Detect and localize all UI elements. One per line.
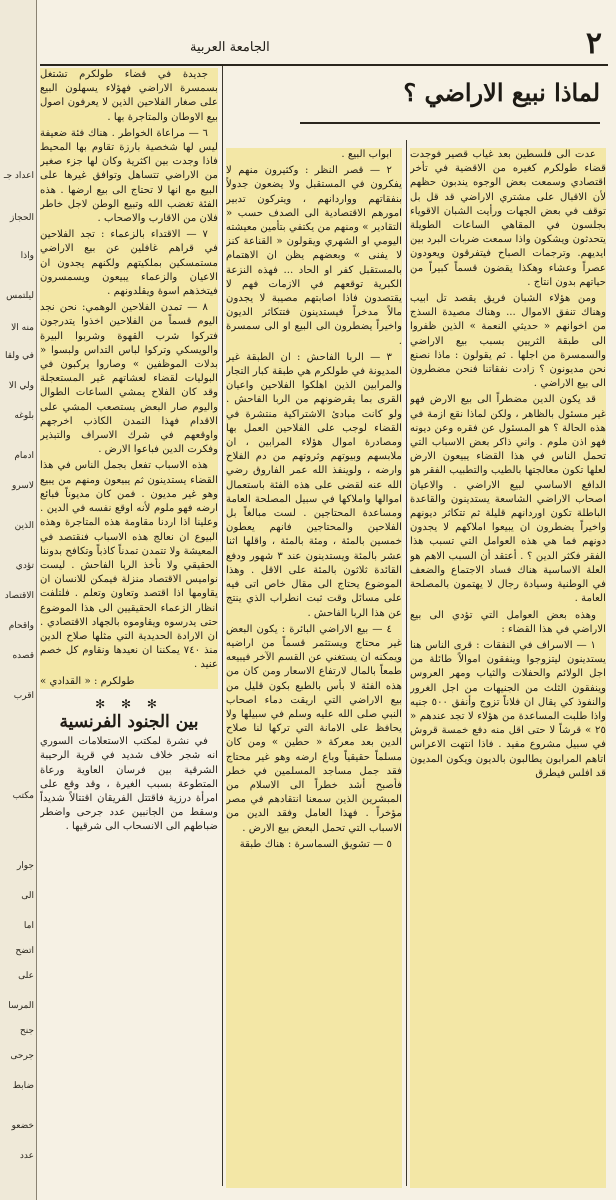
fragment-text: الى (21, 891, 34, 901)
paragraph: ابواب البيع . (341, 149, 392, 160)
column-divider (406, 140, 407, 1186)
fragment-text: عدد (19, 1151, 34, 1161)
byline: طولكرم : « القدادي » (40, 675, 135, 687)
fragment-text: ضابط (12, 1081, 34, 1091)
paragraph: ومن هؤلاء الشبان فريق يقصد تل ابيب وهناك تنفق الاموال ... وهناك مصيدة السذج من اخوانهم « حديثي النعمة » الذين ظفروا الى طبقة الثريين بسبب بيع الاراضي والسمسرة من اجلها . ثم يقولون : ماذا نصنع نحن مديونون ؟ زادت نفقاتنا فنحن مضطرون الى بيع الاراضي . (410, 293, 606, 390)
paragraph: ٥ — تشويق السماسرة : هناك طبقة (239, 838, 392, 850)
fragment-text: خضعو (11, 1121, 34, 1131)
fragment-text: الذين (14, 521, 34, 531)
fragment-text: واذا (20, 251, 34, 261)
paragraph: ١ — الاسراف في النفقات : قرى الناس هنا يستدينون ليتزوجوا وينفقون اموالاً طائلة من اجل الولائم والحفلات والثياب ومهر العروس وينفقون الثلث من الجنيهات من اجل الغرور والنفوذ كي يقال ان فلاناً تزوج وأنفق ٥٠٠ جنيه واذا طلبت المساعدة من هؤلاء لا تجد عندهم « ٢٥ » قرشاً لا حتى اقل منه دفع خمسة قروش في سبيل مشروع مفيد . فاذا انتهت الاعراس اتاهم المرابون يطالبون بالديون ويكون المديون قد افلس فيطرق (410, 639, 606, 779)
article-title: لماذا نبيع الاراضي ؟ (300, 78, 600, 124)
fragment-text: جنح (19, 1026, 34, 1036)
fragment-text: لاسرو (12, 481, 34, 491)
fragment-text: اعداد جـ (3, 171, 34, 181)
fragment-text: الاقتصاد (4, 591, 34, 601)
fragment-text: بلوغه (14, 411, 34, 421)
fragment-text: ولي الا (8, 381, 34, 391)
paragraph: وهذه بعض العوامل التي تؤدي الى بيع الاراضي في هذا القضاء : (410, 609, 606, 635)
fragment-text: اقرب (13, 691, 34, 701)
fragment-text: اتضح (15, 946, 34, 956)
paragraph: ٤ — بيع الاراضي البائرة : يكون البعض غير محتاج ويستثمر قسماً من اراضيه ويمكنه ان يستغني عن القسم الآخر فيبيعه طمعاً بالمال لارتفاع الاسعار ومن كان من هذه الفئة لا بأس بالطبع بكون قليل من بيع الاراضي التي اريقت دماء اصحاب النبي صلى الله عليه وسلم في سبيلها ولا يحافظ على الامانة التي تركها لنا صلاح الدين بعد معركة « حطين » ومن كان مسلماً حقيقياً وباع ارضه وهو غير محتاج فقد جمل مساجد المسلمين في خطر فأصبح أشد خطراً الى الاسلام من المبشرين الذين سمعنا انتقادهم في مصر مؤخراً . فهذا العامل وفقد الدين من الاسباب التي تحمل البعض بيع الارض . (226, 623, 402, 834)
paragraph: ٧ — الاقتداء بالزعماء : تجد الفلاحين في قراهم غافلين عن بيع الاراضي مستمسكين بملكيتهم ولكنهم يجدون ان الاعيان والزعماء يبيعون ويسمسرون فيتخذهم اسوة ويقلدونهم . (40, 229, 218, 298)
paragraph: ٦ — مراعاة الخواطر . هناك فئة ضعيفة ليس لها شخصية بارزة تقاوم بها المحيط فاذا وجدت بين اكثرية وكان لها جزء صغير من الاراضي تتساهل وتوافق غيرها على البيع مع انها لا تحتاج الى بيع ارضها . هذه الفئة تغضب الله وتبيع الوطن لاجل خاطر فلان من الاقارب والاصحاب . (40, 127, 218, 225)
adjacent-page-strip (0, 0, 37, 1200)
paragraph: جديدة في قضاء طولكرم تشتغل بسمسرة الاراضي فهؤلاء يسهلون البيع على صغار الفلاحين الذين لا يعرفون اصول بيع الاوطان والمتاجرة بها . (40, 69, 218, 123)
fragment-text: جرحى (10, 1051, 34, 1061)
article-column-1 (410, 148, 606, 1188)
fragment-text: على (18, 971, 34, 981)
fragment-text: اما (23, 921, 34, 931)
news-item-title: بين الجنود الفرنسية (59, 711, 199, 732)
fragment-text: قصده (12, 651, 34, 661)
paragraph: ٢ — قصر النظر : وكثيرون منهم لا يفكرون في المستقبل ولا يضعون جدولاً بنفقاتهم وواردانهم ، ويتركون تدبير امورهم الاقتصادية الى الصدف حسب « التقادير » ومنهم من يكتفي بتأمين معيشته اليومي او الشهري ويقولون « القناعة كنز لا يفنى » وبعضهم يظن ان الاهتمام بالمستقبل كفر او الحاد ... فهذه النزعة الكبرية توقعهم في الازمات فهم لا يقتصدون فاذا اصابتهم مصيبة لا يجدون مالاً مدخراً فيستدينون فتتكاثر الديون واخيراً يضطرون الى البيع او الى سمسرة . (226, 165, 402, 347)
section-ornament: ✻ ✻ ✻ (95, 696, 163, 711)
article-column-2 (226, 148, 402, 1188)
news-item-body: في نشرة لمكتب الاستعلامات السوري انه شجر خلاف شديد في قرية الرحيبة الشرقية بين فرسان العاوية ورعاة المتطوعة بسبب الغيرة ، وقد وقع على امرأة درزية فاقتتل الفريقان اقتتالاً شديداً وسقط من الجانبين عدد جرحى واضطر ضباطهم الى الانسحاب الى شرقيها . (40, 736, 218, 833)
fragment-text: المرسا (8, 1001, 34, 1011)
paragraph: قد يكون الدين مضطراً الى بيع الارض فهو غير مسئول بالظاهر ، ولكن لماذا نقع ازمة في هذه الحالة ؟ هو المسئول عن فقره وعن ديونه فهو اذن ملوم . واني ذاكر بعض الاسباب التي تحمل الناس في هذا القضاء يبيعون الارض لعلها تكون معالجتها بالطيب والتطبيب الفقر هو الدافع الاساسي لبيع الاراضي . والاعيان اصحاب الاراضي الشاسعة يستدينون والقاعدة الباطلة تكون اوردانهم قليلة ثم تتكاثر ديونهم واخيراً يضطرون ان يبيعوا املاكهم لا يجدون دونهم فما هي هذه العوامل التي تسبب هذا الفقر فكثر الدين ؟ . أعتقد أن السبب الاهم هو العلة الاساسية هناك فساد الاجتماع والضعف في الوطنية وسيادة رجال لا يهتمون بالمصلحة العامة . (410, 394, 606, 605)
fragment-text: في ولقا (4, 351, 34, 361)
fragment-text: ليلتمس (6, 291, 34, 301)
column-3-highlighted-block (40, 68, 218, 689)
paragraph: ٨ — تمدن الفلاحين الوهمي: نحن نجد اليوم قسماً من الفلاحين اخذوا يتدرجون فتركوا شرب القهوة وشربوا البيرة والويسكي وتركوا لباس التداس ولبسوا « بدلات الموظفين » وصاروا يركبون في البوليات لقضاء لعشاتهم غير المستعجلة وقد كان الفلاح يمشي الساعات الطوال واليوم صار البعض يستصعب المشي على الاقدام فهذا التمدن الكاذب اخرجهم واوقعهم في شرك الاسراف والتبذير وفكرت الدين فباعوا الارض . (40, 302, 218, 456)
column-divider (222, 66, 223, 1186)
paragraph: هذه الاسباب تفعل بجمل الناس في هذا القضاء يستدينون ثم يبيعون ومنهم من يبيع وهو غير مديون . فمن كان مديوناً فبائع ارضه فهو ملوم لأنه اوقع نفسه في الدين . وعلينا اذا اردنا مقاومة هذه المتاجرة وهذه البيوع ان نعالج هذه الاسباب فنقتصد في المعيشة ولا تتمدن تمدناً كاذباً وتكافح بدوننا الحقيقي ولا نأخذ الربا الفاحش . ليست نواميس الاقتصاد منزلة فيمكن للانسان ان يقاومها اذا اقتصد وتعاون وتعلم . فلتلفت انظار الزعماء الحقيقيين الى هذا الموضوع حتى يدرسوه ويقاوموه بالجهاد الاقتصادي . ان الارادة الحديدية التي مثلها صلاح الدين منذ ٧٤٠ يمكننا ان نعيدها ونقاوم كل خصم عنيد . (40, 460, 218, 671)
fragment-text: واقحام (8, 621, 34, 631)
fragment-text: مكتب (12, 791, 34, 801)
paper-name: الجامعة العربية (190, 40, 270, 55)
page-number: ٢ (585, 26, 602, 61)
paragraph: عدت الى فلسطين بعد غياب قصير فوجدت قضاء طولكرم كغيره من الاقضية في تأخر اقتصادي وسمعت بعض الوجوه يندبون حظهم لأن الاقبال على مشتري الاراضي قد قل بل توقف في بعض الجهات ورأيت الشبان الاقوياء بجلسون في المقاهي الساعات الطويلة يتحدثون ويشكون واذا سمعت ضربات البرد بين ايديهم. وترجمات الصباح فيتفرقون ويعودون عصراً وعشاء وهكذا يقضون قسماً كبيراً من حياتهم بدون انتاج . (410, 149, 606, 288)
fragment-text: منه الا (11, 323, 34, 333)
article-column-3 (40, 68, 218, 1188)
fragment-text: الحجاز (10, 213, 34, 223)
paragraph: ٣ — الربا الفاحش : ان الطبقة غير المديونة في طولكرم هي طبقة كبار التجار والمرابين الذين اهلكوا الفلاحين واعيان القرى بما يقرضونهم من الربا الفاحش . ولو كانت مبادئ الاشتراكية منتشرة في القضاء لوجب على الفلاحين العمل بها ومصادرة اموال هؤلاء المرابين ، ان ملابسهم وبيوتهم وثروتهم من دم الفلاح وارضه ، ولوينفذ الله عمر الفاروق رضي الله عنه لقضى على هذه الفئة باستعمال اموالها واملاكها في سبيل المصلحة العامة ومساعدة المحتاجين . لست مبالغاً بل الفلاحين والمحتاجين فانهم يعطون خمسين بالمئة ، ومئة بالمئة ، واقلها اثنا عشر بالمئة ويستدينون عند ٣ شهور ودفع القائدة ثلاثون بالمئة على الاقل . وهذا الموضوع يحتاج الى مقال خاص اتى فيه على مسائل وقت ثبت انطراب الذي ينتج عن هذا الربا الفاحش . (226, 351, 402, 619)
fragment-text: ادمام (14, 451, 34, 461)
fragment-text: تؤدي (15, 561, 34, 571)
masthead (40, 28, 608, 66)
fragment-text: جوار (16, 861, 34, 871)
